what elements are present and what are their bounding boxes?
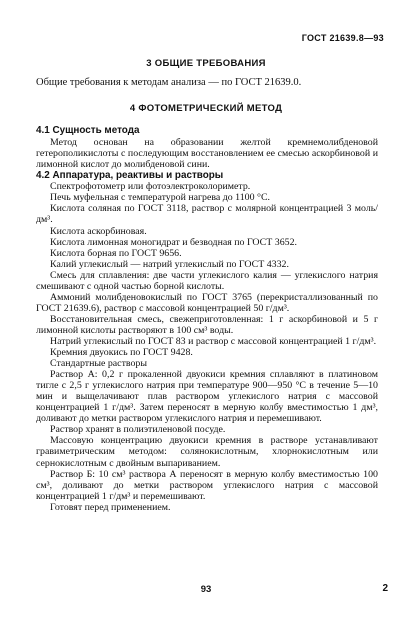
reagent-item: Кислота борная по ГОСТ 9656.: [50, 247, 182, 259]
preparation-note: Готовят перед применением.: [50, 501, 171, 513]
reagent-item: Кремния двуокись по ГОСТ 9428.: [50, 347, 193, 359]
reagent-item: Кислота лимонная моногидрат и безводная по ГОСТ 3652.: [50, 236, 297, 248]
reagent-item: Смесь для сплавления: две части углекислого калия — углекислого натрия смешивают с одной частью борной кислоты.: [36, 269, 378, 292]
page-number: 93: [200, 584, 212, 595]
reagent-item: Кислота соляная по ГОСТ 3118, раствор с молярной концентрацией 3 моль/дм³.: [36, 203, 378, 226]
solution-a-paragraph: Раствор А: 0,2 г прокаленной двуокиси кремния сплавляют в платиновом тигле с 2,5 г углекислого натрия при температуре 900—950 °С в течение 5—10 мин и выщелачивают плав раствором углекислого натрия с массовой концентрацией 1 г/дм³. Затем переносят в мерную колбу вместимостью 1 дм³, доливают до метки раствором углекислого натрия и перемешивают.: [36, 369, 378, 425]
reagent-item: Аммоний молибденовокислый по ГОСТ 3765 (перекристаллизованный по ГОСТ 21639.6), раствор с массовой концентрацией 50 г/дм³.: [36, 291, 378, 314]
reagent-item: Натрий углекислый по ГОСТ 83 и раствор с массовой концентрацией 1 г/дм³.: [50, 335, 377, 347]
gost-code-header: ГОСТ 21639.8—93: [301, 33, 384, 43]
section-3-title: 3 ОБЩИЕ ТРЕБОВАНИЯ: [146, 58, 266, 69]
storage-paragraph: Раствор хранят в полиэтиленовой посуде.: [50, 424, 226, 436]
section-4-body: [36, 125, 378, 513]
standard-solutions-heading: Стандартные растворы: [50, 358, 147, 370]
equipment-item: Спектрофотометр или фотоэлектроколориметр.: [50, 181, 251, 193]
equipment-item: Печь муфельная с температурой нагрева до 1100 °С.: [50, 192, 271, 204]
subsection-4-2-heading: 4.2 Аппаратура, реактивы и растворы: [36, 169, 224, 181]
reagent-item: Калий углекислый — натрий углекислый по ГОСТ 4332.: [50, 258, 289, 270]
essence-paragraph: Метод основан на образовании желтой кремнемолибденовой гетерополикислоты с последующим восстановлением ее смесью аскорбиновой и лимонной кислот до молибденовой сини.: [36, 136, 378, 170]
concentration-paragraph: Массовую концентрацию двуокиси кремния в растворе устанавливают гравиметрическим методом: солянокислотным, хлорнокислотным или сернокислотным с двойным выпариванием.: [36, 435, 378, 469]
corner-mark: 2: [382, 583, 388, 594]
reagent-item: Кислота аскорбиновая.: [50, 225, 147, 237]
section-4-title: 4 ФОТОМЕТРИЧЕСКИЙ МЕТОД: [129, 103, 283, 114]
subsection-4-1-heading: 4.1 Сущность метода: [36, 125, 140, 136]
section-3-text: Общие требования к методам анализа — по ГОСТ 21639.0.: [36, 77, 302, 88]
solution-b-paragraph: Раствор Б: 10 см³ раствора А переносят в мерную колбу вместимостью 100 см³, доливают до метки раствором углекислого натрия с массовой концентрацией 1 г/дм³ и перемешивают.: [36, 468, 378, 502]
reagent-item: Восстановительная смесь, свежеприготовленная: 1 г аскорбиновой и 5 г лимонной кислоты растворяют в 100 см³ воды.: [36, 313, 378, 336]
